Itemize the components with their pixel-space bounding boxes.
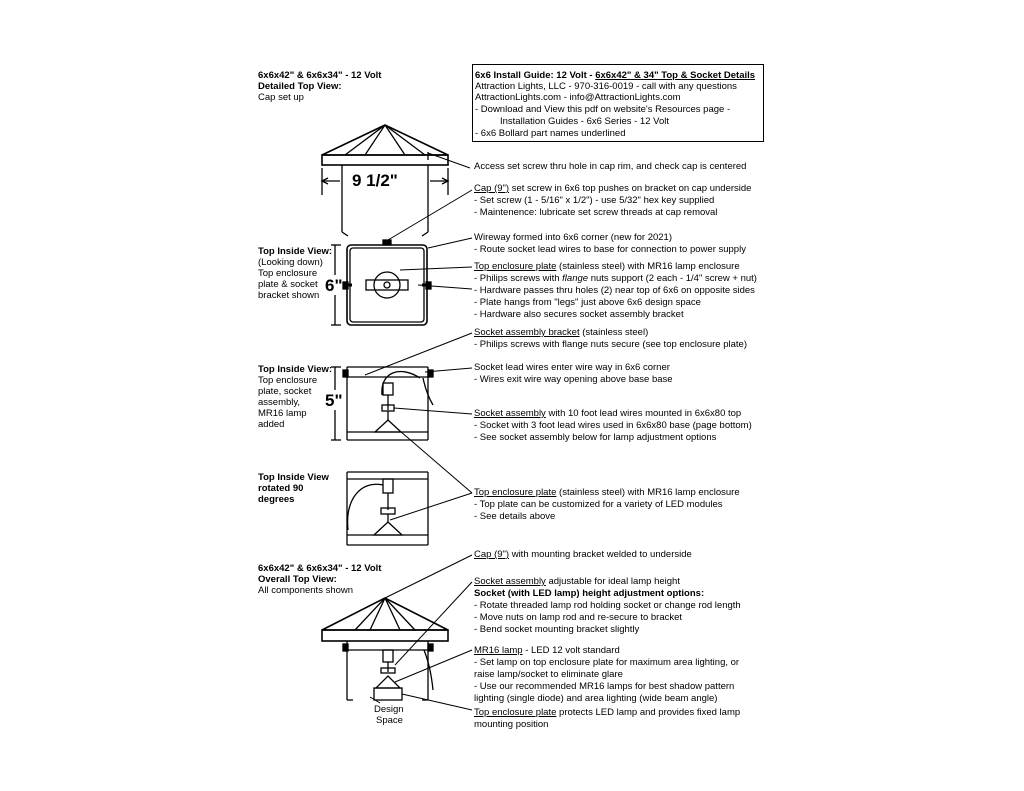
note-mr16-lighting: lighting (single diode) and area lighting (wide beam angle) [474,693,718,704]
overall-view-title: 6x6x42" & 6x6x34" - 12 Volt [258,563,382,574]
note-screws-c: nuts support (2 each - 1/4" screw + nut) [588,273,757,284]
part-top-enclosure-plate-2: Top enclosure plate [474,487,557,498]
note-access-set-screw: Access set screw thru hole in cap rim, and check cap is centered [474,161,747,172]
note-lead-wires-exit: - Wires exit wire way opening above base base [474,374,673,385]
note-screws-flange: flange [562,273,589,284]
design-space-label-1: Design [374,704,404,715]
part-top-enclosure-plate: Top enclosure plate [474,261,557,272]
overall-top-drawing [322,598,448,700]
part-socket-assembly: Socket assembly [474,408,546,419]
detail-top-caption: Cap set up [258,92,304,103]
part-mr16-lamp: MR16 lamp [474,645,523,656]
note-socket-bracket-text: (stainless steel) [579,327,649,338]
note-cap-maintenance: - Maintenence: lubricate set screw threads at cap removal [474,207,718,218]
inside-view-2-line3: plate, socket [258,386,312,397]
header-title-model: 6x6x42" & 34" Top & Socket Details [595,70,756,81]
header-guides-line: Installation Guides - 6x6 Series - 12 Volt [500,116,669,127]
plate-size-dimension: 6" [325,276,343,295]
note-rotate-rod: - Rotate threaded lamp rod holding socket or change rod length [474,600,741,611]
design-space-label-2: Space [376,715,403,726]
note-socket-adjustable-text: adjustable for ideal lamp height [545,576,680,587]
note-move-nuts: - Move nuts on lamp rod and re-secure to bracket [474,612,683,623]
header-title [475,70,755,81]
socket-height-dimension: 5" [325,391,343,410]
note-cap-bracket-text: with mounting bracket welded to underside [509,549,692,560]
note-bend-bracket: - Bend socket mounting bracket slightly [474,624,640,635]
note-top-plate-screws [474,273,757,284]
note-top-plate-legs: - Plate hangs from "legs" just above 6x6 design space [474,297,701,308]
note-top-plate-details: - See details above [474,511,556,522]
detail-top-subtitle: Detailed Top View: [258,81,342,92]
note-mounting-position: mounting position [474,719,549,730]
note-socket-assembly [474,408,741,419]
inside-view-2-line5: MR16 lamp [258,408,307,419]
note-cap-text: set screw in 6x6 top pushes on bracket on cap underside [509,183,752,194]
cap-width-dimension: 9 1/2" [352,171,398,190]
note-wireway: Wireway formed into 6x6 corner (new for 2021) [474,232,672,243]
note-top-plate-custom: - Top plate can be customized for a variety of LED modules [474,499,723,510]
header-download-line: - Download and View this pdf on website's Resources page - [475,104,731,115]
note-socket-bracket-screws: - Philips screws with flange nuts secure (see top enclosure plate) [474,339,747,350]
note-top-plate-protects-text: protects LED lamp and provides fixed lamp [556,707,741,718]
inside-view-2-line6: added [258,419,285,430]
overall-view-subtitle: Overall Top View: [258,574,337,585]
note-top-plate-bracket: - Hardware also secures socket assembly bracket [474,309,684,320]
part-cap: Cap (9") [474,183,510,194]
rotated-view-title: Top Inside View [258,472,329,483]
note-socket-bracket [474,327,648,338]
note-mr16-text: - LED 12 volt standard [522,645,620,656]
note-top-plate-hardware: - Hardware passes thru holes (2) near top of 6x6 on opposite sides [474,285,755,296]
inside-view-1-line3: Top enclosure [258,268,318,279]
note-top-plate-text: (stainless steel) with MR16 lamp enclosure [556,261,740,272]
note-top-plate-protects [474,707,740,718]
note-mr16 [474,645,620,656]
inside-view-2-line4: assembly, [258,397,301,408]
detail-top-title: 6x6x42" & 6x6x34" - 12 Volt [258,70,382,81]
socket-assembly-drawing [331,367,433,440]
inside-view-1-line5: bracket shown [258,290,320,301]
note-top-plate-2 [474,487,740,498]
part-cap-2: Cap (9") [474,549,510,560]
rotated-view-line2: rotated 90 [258,483,304,494]
note-socket-assembly-text: with 10 foot lead wires mounted in 6x6x80 top [545,408,742,419]
note-screws-a: - Philips screws with [474,273,563,284]
note-height-options: Socket (with LED lamp) height adjustment options: [474,588,705,599]
overall-view-caption: All components shown [258,585,354,596]
note-mr16-glare: raise lamp/socket to eliminate glare [474,669,623,680]
note-cap-bracket [474,549,692,560]
inside-view-2-title: Top Inside View: [258,364,333,375]
note-lead-wires: Socket lead wires enter wire way in 6x6 corner [474,362,670,373]
inside-view-1-line4: plate & socket [258,279,318,290]
header-underlined-note: - 6x6 Bollard part names underlined [475,128,626,139]
header-contact-line: AttractionLights.com - info@AttractionLights.com [475,92,681,103]
part-top-enclosure-plate-3: Top enclosure plate [474,707,557,718]
part-socket-assembly-bracket: Socket assembly bracket [474,327,580,338]
rotated-view-drawing [347,472,428,545]
header-title-prefix: 6x6 Install Guide: 12 Volt - [475,70,596,81]
note-wireway-route: - Route socket lead wires to base for connection to power supply [474,244,746,255]
inside-view-1-title: Top Inside View: [258,246,333,257]
header-company-line: Attraction Lights, LLC - 970-316-0019 - call with any questions [475,81,737,92]
note-top-plate [474,261,740,272]
plate-looking-down-drawing [331,240,431,325]
note-mr16-set: - Set lamp on top enclosure plate for maximum area lighting, or [474,657,740,668]
note-cap [474,183,751,194]
note-top-plate-2-text: (stainless steel) with MR16 lamp enclosure [556,487,740,498]
inside-view-2-line2: Top enclosure [258,375,318,386]
inside-view-1-line2: (Looking down) [258,257,323,268]
rotated-view-line3: degrees [258,494,295,505]
part-socket-assembly-2: Socket assembly [474,576,546,587]
note-cap-set-screw: - Set screw (1 - 5/16" x 1/2") - use 5/32" hex key supplied [474,195,715,206]
note-socket-adjustable [474,576,680,587]
note-socket-base: - Socket with 3 foot lead wires used in 6x6x80 base (page bottom) [474,420,752,431]
note-socket-see-below: - See socket assembly below for lamp adjustment options [474,432,717,443]
note-mr16-recommended: - Use our recommended MR16 lamps for best shadow pattern [474,681,735,692]
